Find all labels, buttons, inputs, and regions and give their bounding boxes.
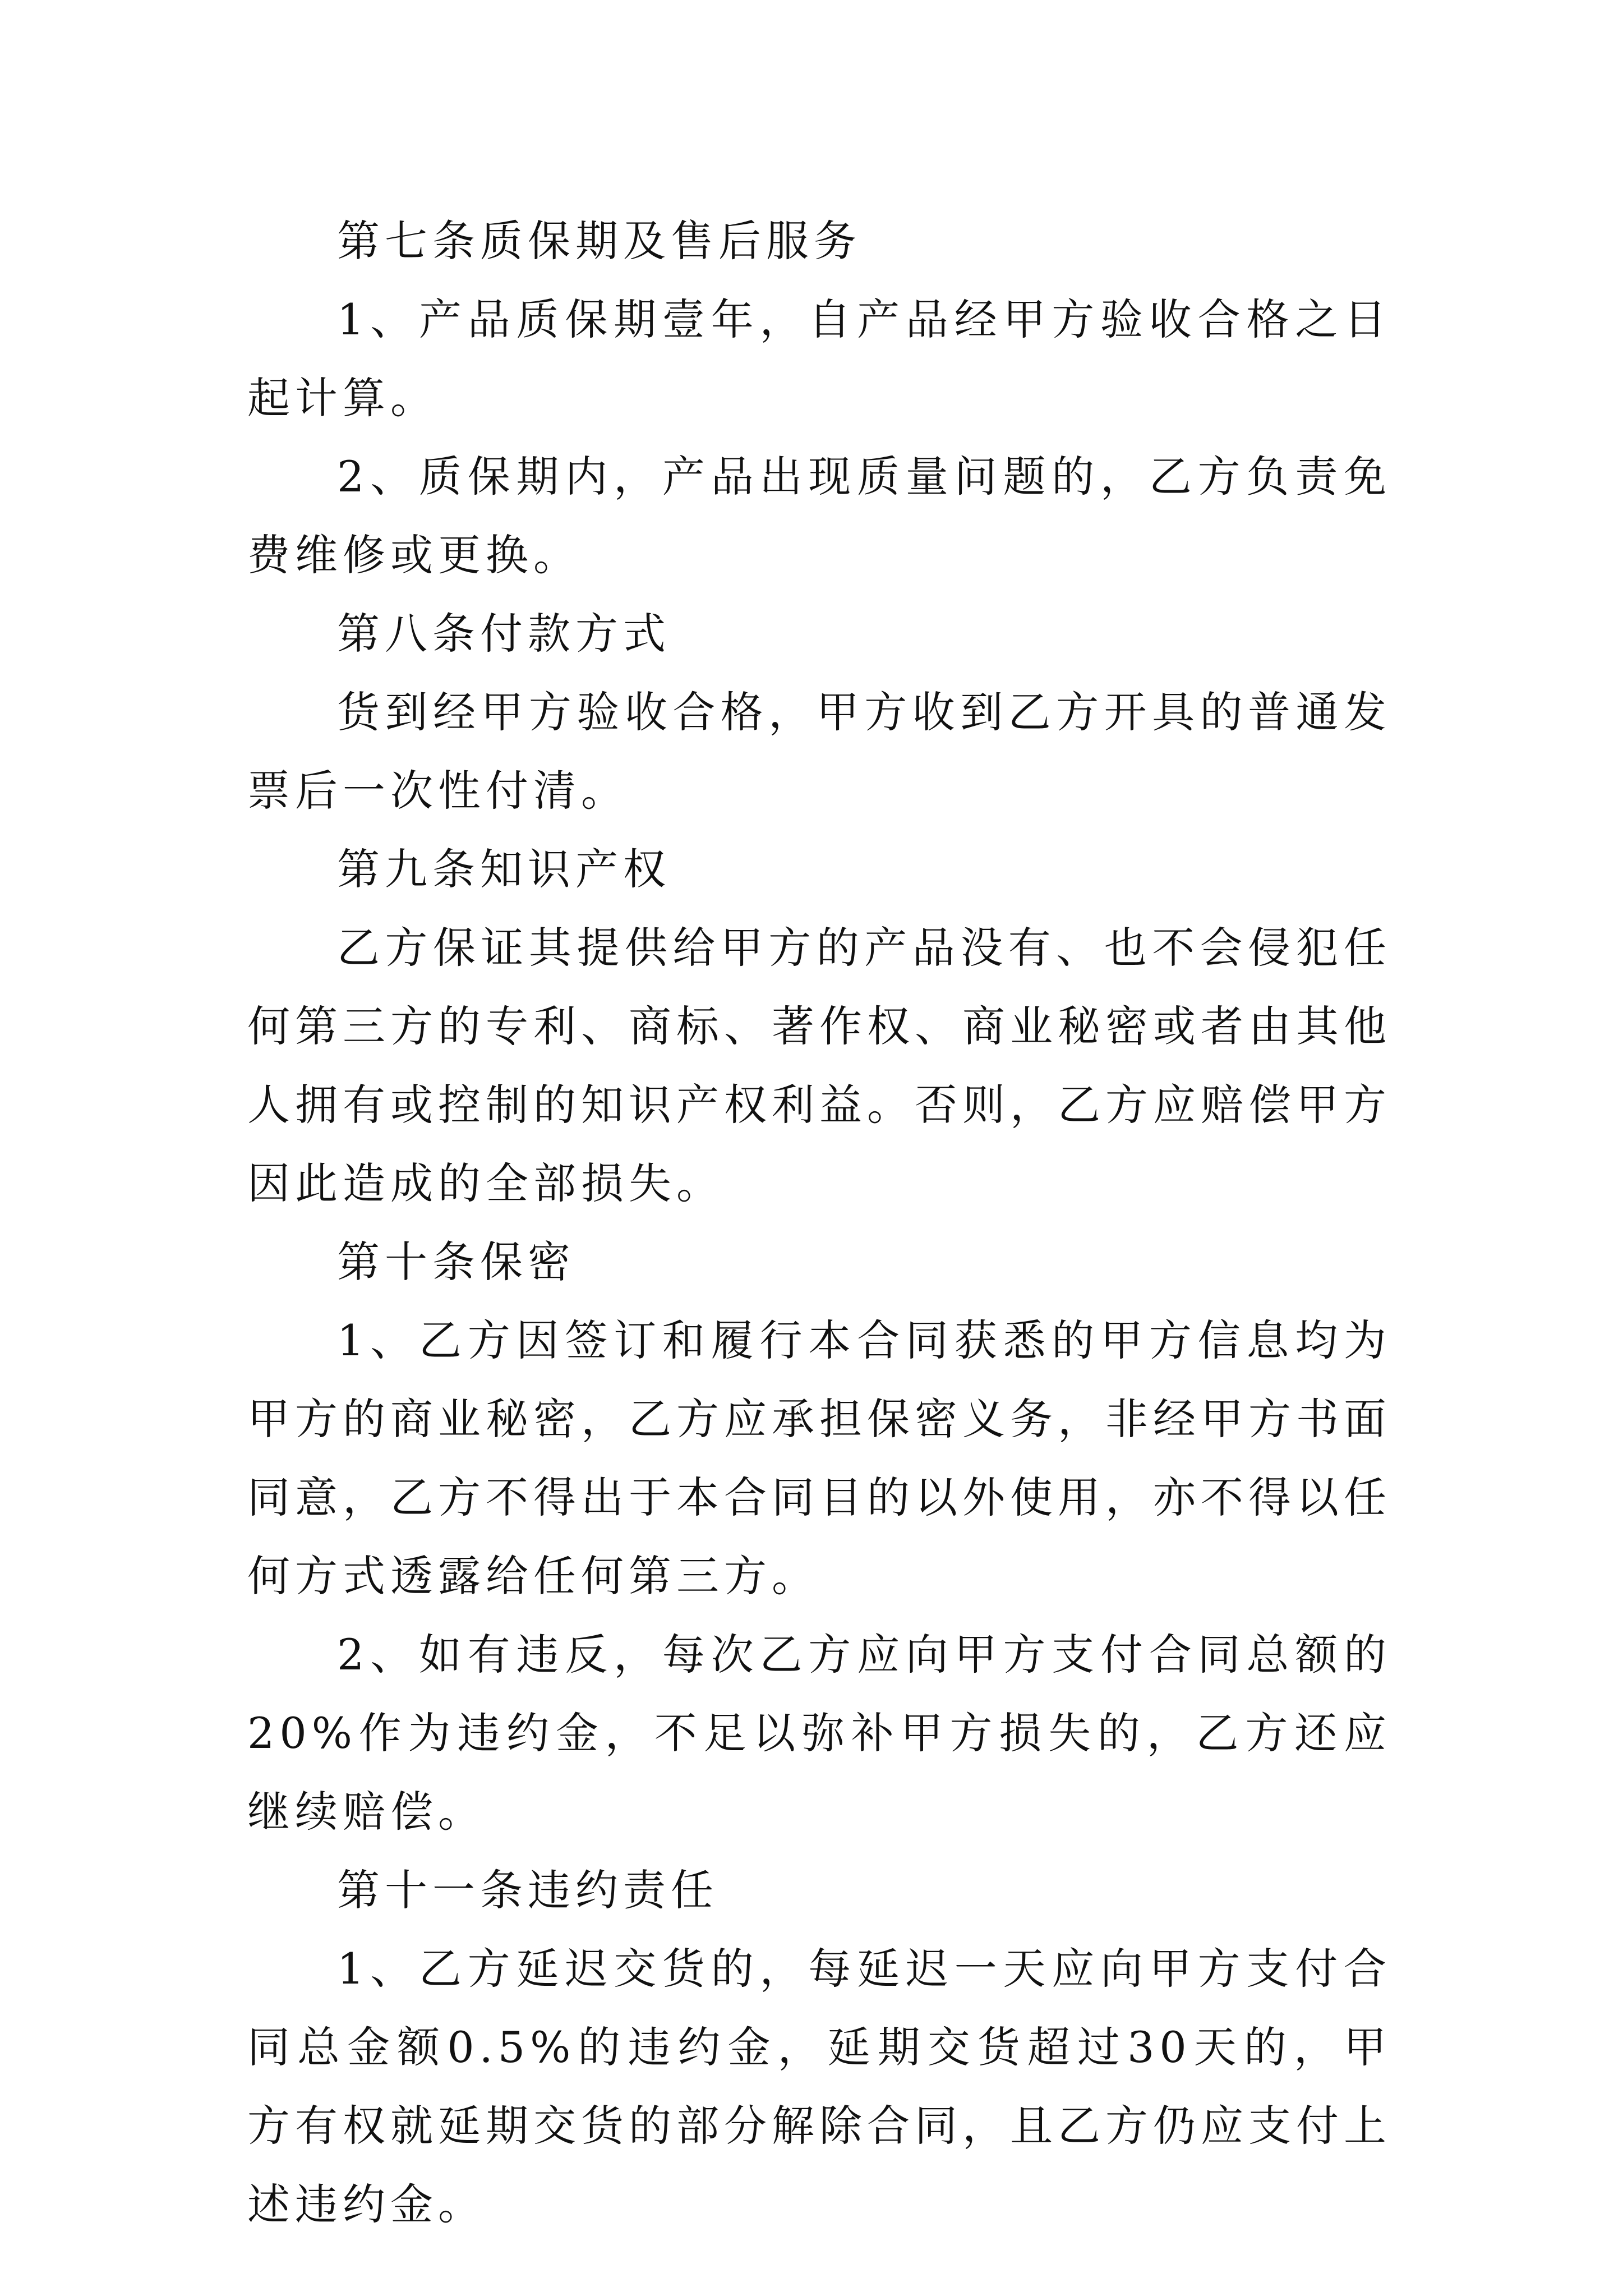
section-heading-8: 第八条付款方式 — [337, 609, 671, 659]
section-heading-10: 第十条保密 — [337, 1237, 575, 1287]
section-heading-9: 第九条知识产权 — [337, 844, 671, 894]
document-body — [247, 202, 1391, 2244]
paragraph: 1、乙方延迟交货的，每延迟一天应向甲方支付合同总金额0.5%的违约金，延期交货超过30天的，甲方有权就延期交货的部分解除合同，且乙方仍应支付上述违约金。 — [247, 1944, 1391, 2229]
paragraph: 2、如有违反，每次乙方应向甲方支付合同总额的20%作为违约金，不足以弥补甲方损失的，乙方还应继续赔偿。 — [247, 1630, 1391, 1837]
section-heading-11: 第十一条违约责任 — [337, 1865, 718, 1915]
paragraph: 货到经甲方验收合格，甲方收到乙方开具的普通发票后一次性付清。 — [247, 687, 1391, 816]
paragraph: 1、产品质保期壹年，自产品经甲方验收合格之日起计算。 — [247, 295, 1391, 423]
paragraph: 乙方保证其提供给甲方的产品没有、也不会侵犯任何第三方的专利、商标、著作权、商业秘密或者由其他人拥有或控制的知识产权利益。否则，乙方应赔偿甲方因此造成的全部损失。 — [247, 923, 1391, 1208]
section-heading-7: 第七条质保期及售后服务 — [337, 216, 861, 266]
paragraph: 1、乙方因签订和履行本合同获悉的甲方信息均为甲方的商业秘密，乙方应承担保密义务，非经甲方书面同意，乙方不得出于本合同目的以外使用，亦不得以任何方式透露给任何第三方。 — [247, 1315, 1391, 1601]
paragraph: 2、质保期内，产品出现质量问题的，乙方负责免费维修或更换。 — [247, 452, 1391, 580]
